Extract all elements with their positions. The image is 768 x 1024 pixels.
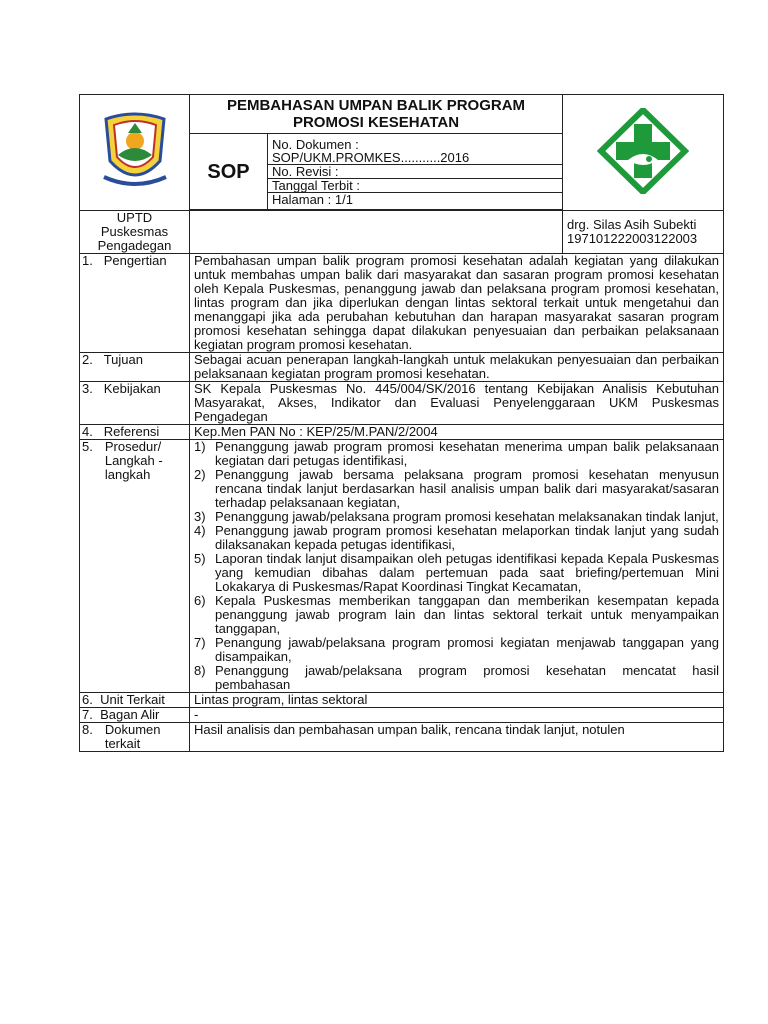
section-label: Pengertian <box>103 253 167 268</box>
section-text: Lintas program, lintas sektoral <box>190 693 724 708</box>
section-label: Dokumen terkait <box>104 722 161 751</box>
section-text: Pembahasan umpan balik program promosi kesehatan adalah kegiatan yang dilakukan untuk membahas umpan balik dari masyarakat dan sasaran program promosi kesehatan oleh Kepala Puskesmas, penanggung jawab dan pelaksana program promosi kesehatan, lintas program dan jika diperlukan dengan lintas sektoral terkait untuk mengetahui dan menanggapi jika ada perubahan kebutuhan dan harapan masyarakat sasaran program promosi kesehatan sehingga dapat dilakukan penyesuaian dan perbaikan pelaksanaan kegiatan program promosi kesehatan. <box>190 254 724 353</box>
revision-field: No. Revisi : <box>268 164 562 178</box>
section-label: Unit Terkait <box>100 692 165 707</box>
page-field: Halaman : 1/1 <box>272 191 353 207</box>
list-item: 5) Laporan tindak lanjut disampaikan oleh petugas identifikasi kepada Kepala Puskesmas yang kemudian dibahas dalam pertemuan pada saat briefing/pertemuan Mini Lokakarya di Puskesmas/Rapat Koordinasi Tingkat Kecamatan, <box>194 551 719 594</box>
signature-block <box>563 211 724 254</box>
sop-label: SOP <box>190 134 268 210</box>
section-label: Kebijakan <box>103 381 161 396</box>
section-text: Sebagai acuan penerapan langkah-langkah untuk melakukan penyesuaian dan perbaikan pelaksanaan kegiatan program promosi kesehatan. <box>190 353 724 382</box>
section-row: 5. Prosedur/ Langkah - langkah 1) Penanggung jawab program promosi kesehatan menerima umpan balik pelaksanaan kegiatan dari petugas identifikasi, 2) Penanggung jawab bersama pelaksana program promosi kesehatan menyusun rencana tindak lanjut berdasarkan hasil analisis umpan balik dari masyarakat/sasaran terhadap pelaksanaan kegiatan, 3) Penanggung jawab/pelaksana program promosi kesehatan melaksanakan tindak lanjut, 4) Penanggung jawab program promosi kesehatan melaporkan tindak lanjut yang sudah dilaksanakan kepada petugas identifikasi, 5) Laporan tindak lanjut disampaikan oleh petugas identifikasi kepada Kepala Puskesmas yang kemudian dibahas dalam pertemuan pada saat briefing/pertemuan Mini Lokakarya di Puskesmas/Rapat Koordinasi Tingkat Kecamatan, 6) Kepala Puskesmas memberikan tanggapan dan memberikan kesempatan kepada penanggung jawab program lain dan lintas sektoral terkait untuk menyampaikan tanggapan, 7) Penangung jawab/pelaksana program promosi kegiatan menjawab tanggapan yang disampaikan, 8) Penanggung jawab/pelaksana program promosi kesehatan mencatat hasil pembahasan <box>80 440 724 693</box>
list-item: 6) Kepala Puskesmas memberikan tanggapan dan memberikan kesempatan kepada penanggung jawab program lain dan lintas sektoral terkait untuk menyampaikan tanggapan, <box>194 593 719 636</box>
publish-date-field: Tanggal Terbit : <box>268 178 562 192</box>
list-item: 2) Penanggung jawab bersama pelaksana program promosi kesehatan menyusun rencana tindak lanjut berdasarkan hasil analisis umpan balik dari masyarakat/sasaran terhadap pelaksanaan kegiatan, <box>194 467 719 510</box>
puskesmas-logo-icon <box>597 108 689 194</box>
sop-table <box>79 94 724 752</box>
section-row: 8. Dokumen terkait Hasil analisis dan pembahasan umpan balik, rencana tindak lanjut, notulen <box>80 723 724 752</box>
section-text: Hasil analisis dan pembahasan umpan balik, rencana tindak lanjut, notulen <box>190 723 724 752</box>
list-item: 4) Penanggung jawab program promosi kesehatan melaporkan tindak lanjut yang sudah dilaksanakan kepada petugas identifikasi, <box>194 523 719 552</box>
section-text: SK Kepala Puskesmas No. 445/004/SK/2016 tentang Kebijakan Analisis Kebutuhan Masyarakat, Akses, Indikator dan Evaluasi Penyelenggaraan UKM Puskesmas Pengadegan <box>190 382 724 425</box>
list-item: 1) Penanggung jawab program promosi kesehatan menerima umpan balik pelaksanaan kegiatan dari petugas identifikasi, <box>194 439 719 468</box>
section-label: Bagan Alir <box>100 707 160 722</box>
section-label: Referensi <box>103 424 160 439</box>
blank-cell <box>190 211 563 254</box>
section-label: Tujuan <box>103 352 143 367</box>
signer-nip: 197101222003122003 <box>567 231 698 246</box>
section-row: 6. Unit Terkait Lintas program, lintas sektoral <box>80 693 724 708</box>
list-item: 7) Penangung jawab/pelaksana program promosi kegiatan menjawab tanggapan yang disampaikan, <box>194 635 719 664</box>
unit-name: UPTD Puskesmas Pengadegan <box>80 211 190 254</box>
section-text: Kep.Men PAN No : KEP/25/M.PAN/2/2004 <box>190 425 724 440</box>
section-text: - <box>190 708 724 723</box>
procedure-steps <box>190 440 724 693</box>
section-row: 2. Tujuan Sebagai acuan penerapan langkah-langkah untuk melakukan penyesuaian dan perbaikan pelaksanaan kegiatan program promosi kesehatan. <box>80 353 724 382</box>
puskesmas-logo-cell <box>563 95 724 211</box>
regency-crest-icon <box>100 111 170 191</box>
sop-document <box>79 94 723 752</box>
regency-logo-cell <box>80 95 190 211</box>
doc-number-value: SOP/UKM.PROMKES...........2016 <box>272 149 470 165</box>
list-item: 3) Penanggung jawab/pelaksana program promosi kesehatan melaksanakan tindak lanjut, <box>194 509 719 524</box>
list-item: 8) Penanggung jawab/pelaksana program promosi kesehatan mencatat hasil pembahasan <box>194 663 719 692</box>
signer-name: drg. Silas Asih Subekti <box>567 217 697 232</box>
section-row: 4. Referensi Kep.Men PAN No : KEP/25/M.PAN/2/2004 <box>80 425 724 440</box>
section-row: 1. Pengertian Pembahasan umpan balik program promosi kesehatan adalah kegiatan yang dilakukan untuk membahas umpan balik dari masyarakat dan sasaran program promosi kesehatan oleh Kepala Puskesmas, penanggung jawab dan pelaksana program promosi kesehatan, lintas program dan jika diperlukan dengan lintas sektoral terkait untuk mengetahui dan menanggapi jika ada perubahan kebutuhan dan harapan masyarakat sasaran program promosi kesehatan sehingga dapat dilakukan penyesuaian dan perbaikan pelaksanaan kegiatan program promosi kesehatan. <box>80 254 724 353</box>
section-row: 7. Bagan Alir - <box>80 708 724 723</box>
section-row: 3. Kebijakan SK Kepala Puskesmas No. 445/004/SK/2016 tentang Kebijakan Analisis Kebutuhan Masyarakat, Akses, Indikator dan Evaluasi Penyelenggaraan UKM Puskesmas Pengadegan <box>80 382 724 425</box>
doc-number-label: No. Dokumen : <box>272 136 359 152</box>
document-meta <box>268 134 563 210</box>
section-label: Prosedur/ Langkah - langkah <box>104 439 163 482</box>
document-title: PEMBAHASAN UMPAN BALIK PROGRAM PROMOSI KESEHATAN <box>190 95 563 134</box>
